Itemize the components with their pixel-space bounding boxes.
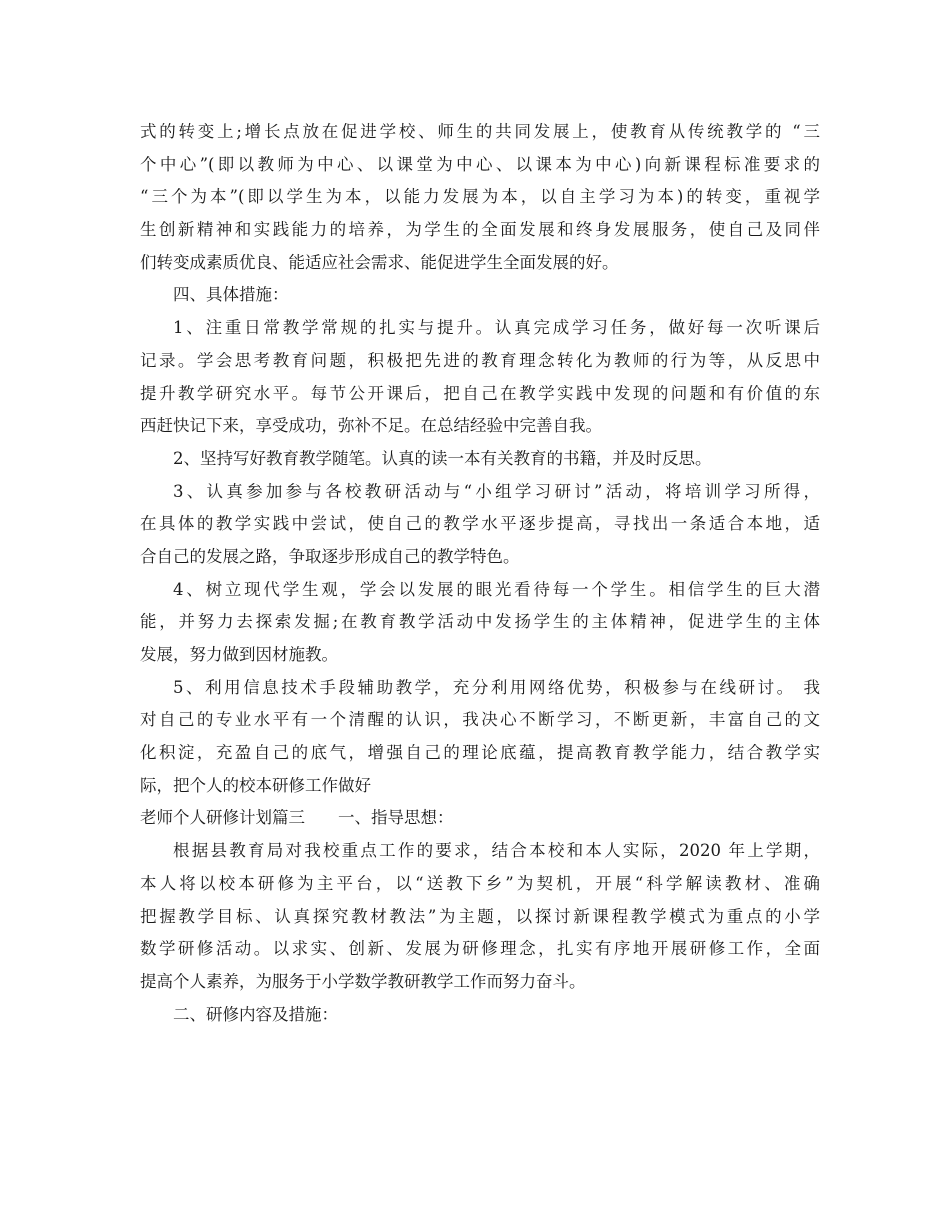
text-line: 发展，努力做到因材施教。 xyxy=(140,645,338,664)
text-line: “三个为本”(即以学生为本，以能力发展为本，以自主学习为本)的转变，重视学 xyxy=(140,187,820,207)
text-line: 合自己的发展之路，争取逐步形成自己的教学特色。 xyxy=(140,546,520,566)
text-line: 个中心”(即以教师为中心、以课堂为中心、以课本为中心)向新课程标准要求的 xyxy=(140,154,820,174)
text-line: 把握教学目标、认真探究教材教法”为主题，以探讨新课程教学模式为重点的小学 xyxy=(140,906,820,926)
text-line: 记录。学会思考教育问题，积极把先进的教育理念转化为教师的行为等，从反思中 xyxy=(140,350,820,370)
document-body xyxy=(140,116,820,1031)
text-line: 1、注重日常教学常规的扎实与提升。认真完成学习任务，做好每一次听课后 xyxy=(173,318,820,338)
text-line: 对自己的专业水平有一个清醒的认识，我决心不断学习，不断更新，丰富自己的文 xyxy=(140,710,820,730)
text-line: 们转变成素质优良、能适应社会需求、能促进学生全面发展的好。 xyxy=(140,252,619,272)
text-line: 根据县教育局对我校重点工作的要求，结合本校和本人实际，2020 年上学期， xyxy=(173,841,820,861)
text-line: 生创新精神和实践能力的培养，为学生的全面发展和终身发展服务，使自己及同伴 xyxy=(140,220,820,240)
text-line: 5、利用信息技术手段辅助教学，充分利用网络优势，积极参与在线研讨。 我 xyxy=(173,677,820,697)
text-line: 数学研修活动。以求实、创新、发展为研修理念，扎实有序地开展研修工作，全面 xyxy=(140,939,820,959)
text-line: 3、认真参加参与各校教研活动与“小组学习研讨”活动，将培训学习所得， xyxy=(173,481,820,501)
text-line: 老师个人研修计划篇三 一、指导思想： xyxy=(140,808,454,828)
text-line: 二、研修内容及措施： xyxy=(173,1004,338,1024)
text-line: 2、坚持写好教育教学随笔。认真的读一本有关教育的书籍，并及时反思。 xyxy=(173,448,712,468)
text-line: 本人将以校本研修为主平台，以“送教下乡”为契机，开展“科学解读教材、准确 xyxy=(140,873,820,893)
text-line: 提升教学研究水平。每节公开课后，把自己在教学实践中发现的问题和有价值的东 xyxy=(140,383,820,403)
text-line: 际，把个人的校本研修工作做好 xyxy=(140,775,371,795)
text-line: 4、树立现代学生观，学会以发展的眼光看待每一个学生。相信学生的巨大潜 xyxy=(173,579,820,599)
text-line: 提高个人素养，为服务于小学数学教研教学工作而努力奋斗。 xyxy=(140,971,586,991)
text-line: 能，并努力去探索发掘;在教育教学活动中发扬学生的主体精神，促进学生的主体 xyxy=(140,612,820,632)
text-line: 四、具体措施： xyxy=(173,285,289,305)
text-line: 式的转变上;增长点放在促进学校、师生的共同发展上，使教育从传统教学的 “三 xyxy=(140,122,820,141)
text-line: 在具体的教学实践中尝试，使自己的教学水平逐步提高，寻找出一条适合本地，适 xyxy=(140,514,820,534)
text-line: 化积淀，充盈自己的底气，增强自己的理论底蕴，提高教育教学能力，结合教学实 xyxy=(140,743,820,763)
text-line: 西赶快记下来，享受成功，弥补不足。在总结经验中完善自我。 xyxy=(140,416,602,436)
